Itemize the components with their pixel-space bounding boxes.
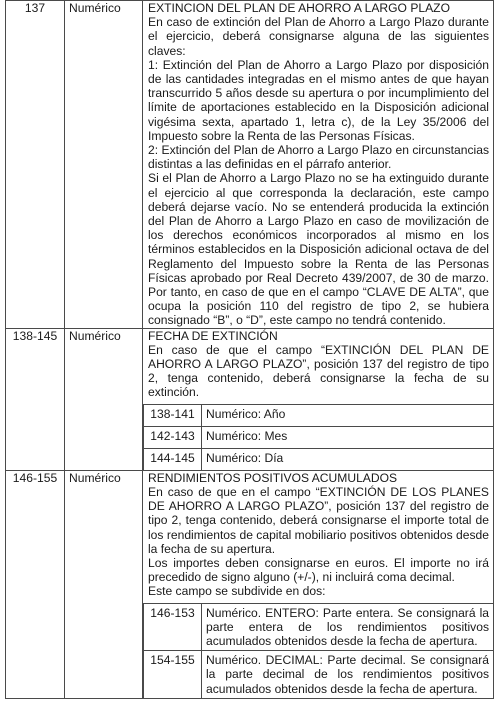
- subfield-row: [144, 603, 494, 651]
- subfield-description: Numérico: Mes: [202, 426, 494, 448]
- description-paragraph: Este campo se subdivide en dos:: [148, 584, 326, 599]
- subfield-row: [144, 448, 494, 470]
- position-cell: 146-155: [6, 470, 65, 698]
- subfield-position: 138-141: [144, 404, 202, 426]
- subfield-description: Numérico. DECIMAL: Parte decimal. Se consignará la parte decimal de los rendimientos positivos acumulados obtenidos desde la fecha de apertura.: [202, 651, 494, 698]
- subfield-position: 146-153: [144, 603, 202, 651]
- position-cell: 138-145: [6, 328, 65, 470]
- type-cell: Numérico: [65, 328, 143, 470]
- subfield-row: [144, 651, 494, 698]
- field-title: FECHA DE EXTINCIÓN: [148, 328, 278, 343]
- subfield-row: [144, 426, 494, 448]
- description-paragraph: En caso de que el campo “EXTINCIÓN DEL PLAN DE AHORRO A LARGO PLAZO”, posición 137 del registro de tipo 2, tenga contenido, deberá consignarse la fecha de su extinción.: [148, 342, 489, 400]
- subfield-description: Numérico. ENTERO: Parte entera. Se consignará la parte entera de los rendimientos positivos acumulados obtenidos desde la fecha de apertura.: [202, 603, 494, 651]
- table-row: [6, 1, 494, 329]
- subfield-table: [143, 603, 493, 698]
- description-paragraph: 1: Extinción del Plan de Ahorro a Largo Plazo por disposición de las cantidades integradas en el mismo antes de que hayan transcurrido 5 años desde su apertura o por incumplimiento del límite de aportaciones establecido en la Disposición adicional vigésima sexta, apartado 1, letra c), de la Ley 35/2006 del Impuesto sobre la Renta de las Personas Físicas.: [148, 57, 489, 143]
- table-row: [6, 328, 494, 470]
- subfield-description: Numérico: Día: [202, 448, 494, 470]
- subfield-position: 154-155: [144, 651, 202, 698]
- description-paragraph: En caso de extinción del Plan de Ahorro a Largo Plazo durante el ejercicio, deberá consignarse alguna de las siguientes claves:: [148, 15, 489, 58]
- subfield-table: [143, 404, 493, 470]
- subfield-position: 142-143: [144, 426, 202, 448]
- position-cell: 137: [6, 1, 65, 329]
- field-title: RENDIMIENTOS POSITIVOS ACUMULADOS: [148, 470, 398, 485]
- subfield-description: Numérico: Año: [202, 404, 494, 426]
- subfield-row: [144, 404, 494, 426]
- subfield-position: 144-145: [144, 448, 202, 470]
- type-cell: Numérico: [65, 470, 143, 698]
- table-row: [6, 470, 494, 698]
- description-paragraph: En caso de que en el campo “EXTINCIÓN DE LOS PLANES DE AHORRO A LARGO PLAZO”, posición 137 del registro de tipo 2, tenga contenido, deberá consignarse el importe total de los rendimientos de capital mobiliario positivos obtenidos desde la fecha de su apertura.: [148, 484, 489, 556]
- field-title: EXTINCION DEL PLAN DE AHORRO A LARGO PLAZO: [148, 1, 450, 15]
- description-paragraph: Si el Plan de Ahorro a Largo Plazo no se ha extinguido durante el ejercicio al que corresponda la declaración, este campo deberá dejarse vacío. No se entenderá producida la extinción del Plan de Ahorro a Largo Plazo en caso de movilización de los derechos económicos incorporados al mismo en los términos establecidos en la Disposición adicional octava de del Reglamento del Impuesto sobre la Renta de las Personas Físicas aprobado por Real Decreto 439/2007, de 30 de marzo. Por tanto, en caso de que en el campo “CLAVE DE ALTA”, que ocupa la posición 110 del registro de tipo 2, se hubiera consignado “B”, o “D”, este campo no tendrá contenido.: [148, 171, 489, 328]
- description-cell: [143, 470, 494, 698]
- description-cell: [143, 328, 494, 470]
- description-paragraph: Los importes deben consignarse en euros. El importe no irá precedido de signo alguno (+/-), ni incluirá coma decimal.: [148, 555, 489, 585]
- field-spec-table: [5, 0, 494, 699]
- description-cell: [143, 1, 494, 329]
- type-cell: Numérico: [65, 1, 143, 329]
- description-paragraph: 2: Extinción del Plan de Ahorro a Largo Plazo en circunstancias distintas a las definidas en el párrafo anterior.: [148, 143, 489, 172]
